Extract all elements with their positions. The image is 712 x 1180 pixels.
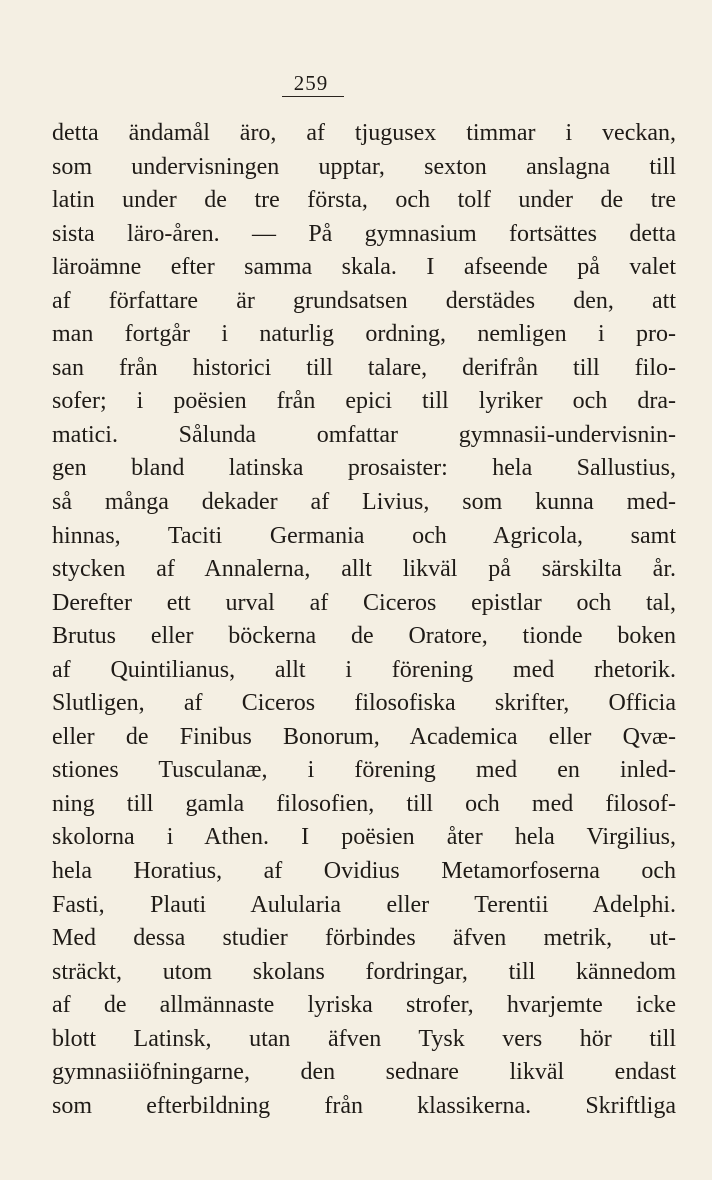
text-line: san från historici till talare, derifrån till filo- (52, 354, 676, 381)
text-line: Derefter ett urval af Ciceros epistlar och tal, (52, 589, 676, 616)
text-line: detta ändamål äro, af tjugusex timmar i veckan, (52, 120, 676, 146)
text-line: man fortgår i naturlig ordning, nemligen i pro- (52, 321, 676, 348)
text-line: sträckt, utom skolans fordringar, till kännedom (52, 958, 676, 985)
text-line: som undervisningen upptar, sexton anslagna till (52, 153, 676, 180)
text-line: matici. Sålunda omfattar gymnasii-undervisnin- (52, 421, 676, 448)
text-line: så många dekader af Livius, som kunna med- (52, 489, 676, 516)
text-line: som efterbildning från klassikerna. Skriftliga (52, 1092, 676, 1119)
text-line: gymnasiiöfningarne, den sednare likväl endast (52, 1059, 676, 1086)
text-line: hinnas, Taciti Germania och Agricola, samt (52, 522, 676, 549)
text-line: gen bland latinska prosaister: hela Sallustius, (52, 455, 676, 482)
page-number-rule (282, 96, 344, 97)
text-line: sista läro-åren. — På gymnasium fortsättes detta (52, 220, 676, 247)
text-line: Slutligen, af Ciceros filosofiska skrifter, Officia (52, 690, 676, 717)
text-line: stycken af Annalerna, allt likväl på särskilta år. (52, 556, 676, 583)
text-line: hela Horatius, af Ovidius Metamorfoserna och (52, 858, 676, 885)
text-line: läroämne efter samma skala. I afseende på valet (52, 254, 676, 281)
body-text (52, 117, 676, 1123)
text-line: skolorna i Athen. I poësien åter hela Virgilius, (52, 824, 676, 851)
text-line: af författare är grundsatsen derstädes den, att (52, 287, 676, 314)
text-line: ning till gamla filosofien, till och med filosof- (52, 790, 676, 817)
text-line: blott Latinsk, utan äfven Tysk vers hör till (52, 1025, 676, 1052)
text-line: stiones Tusculanæ, i förening med en inled- (52, 757, 676, 784)
text-line: sofer; i poësien från epici till lyriker och dra- (52, 388, 676, 415)
text-line: eller de Finibus Bonorum, Academica eller Qvæ- (52, 723, 676, 750)
text-line: Brutus eller böckerna de Oratore, tionde boken (52, 623, 676, 650)
page-number: 259 (293, 71, 329, 95)
text-line: af de allmännaste lyriska strofer, hvarjemte icke (52, 992, 676, 1019)
text-line: af Quintilianus, allt i förening med rhetorik. (52, 656, 676, 683)
text-line: latin under de tre första, och tolf under de tre (52, 187, 676, 214)
text-line: Fasti, Plauti Aulularia eller Terentii Adelphi. (52, 891, 676, 918)
text-line: Med dessa studier förbindes äfven metrik, ut- (52, 925, 676, 952)
